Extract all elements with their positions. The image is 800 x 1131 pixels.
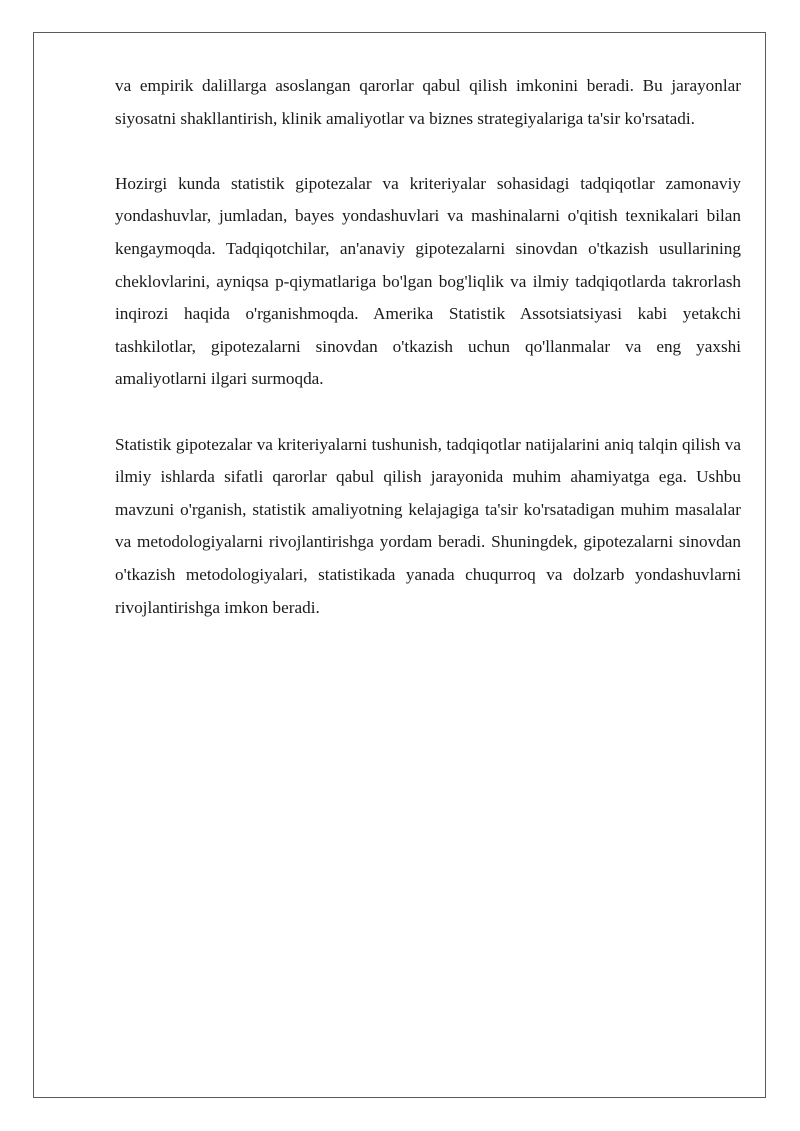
paragraph-1: va empirik dalillarga asoslangan qarorlar qabul qilish imkonini beradi. Bu jarayonlar siyosatni shakllantirish, klinik amaliyotlar va biznes strategiyalariga ta'sir ko'rsatadi. [115,76,741,128]
paragraph-2: Hozirgi kunda statistik gipotezalar va kriteriyalar sohasidagi tadqiqotlar zamonaviy yondashuvlar, jumladan, bayes yondashuvlari va mashinalarni o'qitish texnikalari bilan kengaymoqda. Tadqiqotchilar, an'anaviy gipotezalarni sinovdan o'tkazish usullarining cheklovlarini, ayniqsa p-qiymatlariga bo'lgan bog'liqlik va ilmiy tadqiqotlarda takrorlash inqirozi haqida o'rganishmoqda. Amerika Statistik Assotsiatsiyasi kabi yetakchi tashkilotlar, gipotezalarni sinovdan o'tkazish uchun qo'llanmalar va eng yaxshi amaliyotlarni ilgari surmoqda. [115,173,741,389]
document-body [115,70,741,624]
paragraph-3: Statistik gipotezalar va kriteriyalarni tushunish, tadqiqotlar natijalarini aniq talqin qilish va ilmiy ishlarda sifatli qarorlar qabul qilish jarayonida muhim ahamiyatga ega. Ushbu mavzuni o'rganish, statistik amaliyotning kelajagiga ta'sir ko'rsatadigan muhim masalalar va metodologiyalarni rivojlantirishga yordam beradi. Shuningdek, gipotezalarni sinovdan o'tkazish metodologiyalari, statistikada yanada chuqurroq va dolzarb yondashuvlarni rivojlantirishga imkon beradi. [115,434,741,617]
